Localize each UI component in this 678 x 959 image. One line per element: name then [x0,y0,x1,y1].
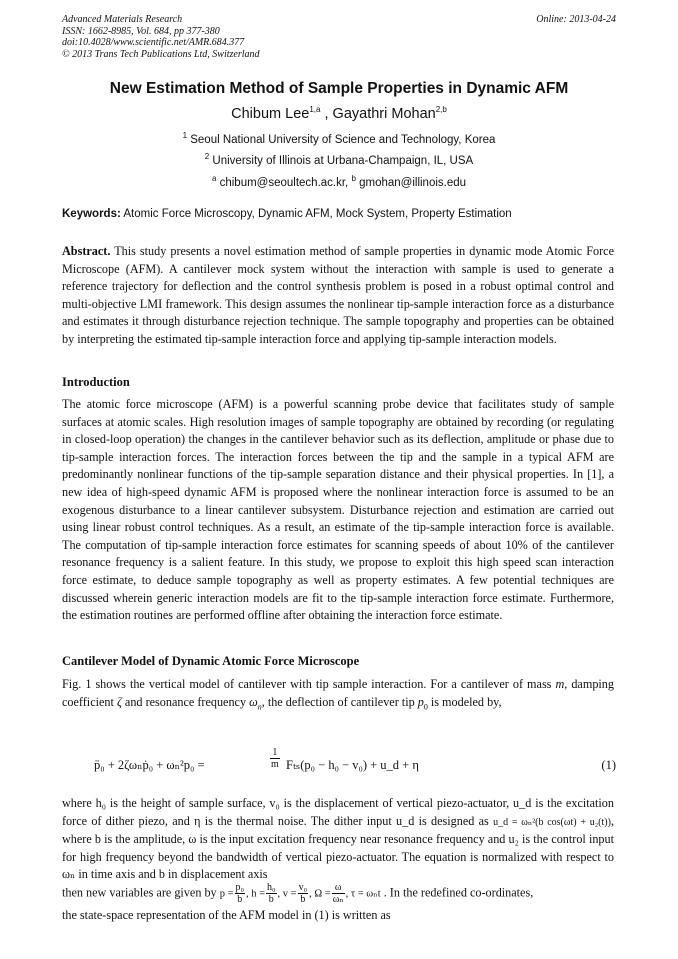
affiliation-text: University of Illinois at Urbana-Champaign, IL, USA [209,154,474,167]
symbol-p0: p [417,694,424,709]
equation-lhs: p̈₀ + 2ζωₙṗ₀ + ωₙ²p₀ = [94,758,205,772]
fraction-denominator: b [300,894,306,905]
text-run: Fig. 1 shows the vertical model of cantilever with tip sample interaction. For a cantilever of mass [62,677,556,691]
inline-math: , τ = ωₙt [345,888,381,900]
author-line [40,105,638,122]
equation-rhs: Fₜₛ(p₀ − h₀ − v₀) + u_d + η [286,758,419,772]
fraction-numerator: h₀ [267,882,276,893]
inline-math: , v = [277,888,297,900]
symbol-zeta: ζ [116,694,122,709]
email-text: gmohan@illinois.edu [355,176,467,189]
section-heading-cantilever-model: Cantilever Model of Dynamic Atomic Force Microscope [62,654,360,668]
normalization-line [62,882,614,925]
fraction-numerator: 1 [270,747,280,759]
author-superscript: 2,b [435,105,447,114]
inline-math: , h = [246,888,266,900]
fraction-numerator: v₀ [298,882,308,893]
keywords-label: Keywords: [62,208,121,220]
keywords [62,208,512,220]
issn-line: ISSN: 1662-8985, Vol. 684, pp 377-380 [62,25,220,37]
doi-line: doi:10.4028/www.scientific.net/AMR.684.377 [62,37,245,48]
text-run: is modeled by, [427,694,502,709]
abstract-text: This study presents a novel estimation method of sample properties in dynamic mode Atomic Force Microscope (AFM). A cantilever mock system without the interaction with sample is used to generate a reference trajectory for deflection and the control synthesis problem is posed in a robust optimal control and multi-objective LMI framework. This design assumes the nonlinear tip-sample interaction force as a disturbance and estimates it through disturbance rejection technique. The sample topography and properties can be obtained by interpreting the estimated tip-sample interaction force and applying tip-sample interaction models. [62,244,614,346]
symbol-m: m [555,677,565,691]
affiliation-marker: 1 [182,131,188,140]
affiliation-text: Seoul National University of Science and Technology, Korea [187,133,496,146]
author-separator: , [320,105,333,122]
author-superscript: 1,a [309,105,321,114]
text-run: then new variables are given by [62,885,220,900]
model-paragraph: Fig. 1 shows the vertical model of cantilever with tip sample interaction. For a cantilever of mass m, damping coefficient ζ and resonance frequency $\omega_n$, the deflection of cantilever tip $p_0$ is modeled by, [62,677,614,712]
abstract [62,243,614,349]
fraction-numerator: p₀ [235,882,244,893]
email-line [40,174,638,189]
text-run: . In the redefined co-ordinates, [380,885,534,900]
email-marker: a [211,174,217,183]
copyright-line: © 2013 Trans Tech Publications Ltd, Switzerland [62,48,260,60]
model-paragraph-2 [62,795,614,884]
journal-name: Advanced Materials Research [62,14,183,25]
fraction-denominator: b [268,894,274,905]
abstract-label: Abstract. [62,244,111,258]
inline-equation: u_d = ωₙ²(b cos(ωt) + u₂(t)) [493,816,611,828]
keywords-text: Atomic Force Microscopy, Dynamic AFM, Mock System, Property Estimation [120,208,512,220]
inline-math: , Ω = [309,888,331,900]
journal-header [62,14,260,60]
paper-title: New Estimation Method of Sample Properties in Dynamic AFM [109,80,569,97]
text-run: where h₀ is the height of sample surface, v₀ is the displacement of vertical piezo-actuator, u_d is the excitation force of dither piezo, and η is the thermal noise. The dither input u_d is designed as [62,796,614,828]
text-run: the state-space representation of the AFM model in (1) is written as [62,908,391,922]
text-run: , where b is the amplitude, ω is the input excitation frequency near resonance frequency and u₂ is the control input for high frequency beyond the bandwidth of vertical piezo-actuator. The equation is normalized with respect to ωₙ in time axis and b in displacement axis [62,813,615,882]
author-name: Chibum Lee [231,105,310,122]
online-date: Online: 2013-04-24 [536,14,616,25]
email-text: chibum@seoultech.ac.kr, [216,176,352,189]
introduction-text: The atomic force microscope (AFM) is a powerful scanning probe device that facilitates study of sample surfaces at atomic scales. High resolution images of sample topography are obtained by recording (or regulating in closed-loop operation) the changes in the cantilever behavior such as its deflection, amplitude or phase due to tip-sample interaction forces. The interaction forces between the tip and the sample in a typical AFM are predominantly nonlinear functions of the tip-sample separation distance and their physical properties. In [1], a new idea of high-speed dynamic AFM is proposed where the nonlinear interaction force is assumed to be an exogenous disturbance to a linear cantilever subsystem. Disturbance rejection and estimation are carried out using linear robust control techniques. As a result, an estimate of the tip-sample interaction force is available. The computation of tip-sample interaction force estimates for scanning speeds of about 10% of the cantilever resonance frequency is a salient feature. In this study, we propose to exploit this high speed scan interaction force estimate, to deduce sample topography as well as property estimates. A few potential techniques are discussed wherein generic interaction models are fit to the tip-sample interaction force estimate. Furthermore, the estimation routines are performed offline after obtaining the interaction force estimate. [62,397,614,623]
author-name: Gayathri Mohan [332,105,436,122]
symbol-omega: ω [249,694,258,709]
text-run: and resonance frequency [121,694,250,709]
equation-1 [94,747,614,787]
equation-number: (1) [601,758,616,772]
section-heading-introduction: Introduction [62,375,130,389]
affiliation-1 [40,131,638,146]
fraction-denominator: ωₙ [332,894,344,905]
affiliation-marker: 2 [204,152,210,161]
equation-fraction [270,747,280,770]
fraction-denominator: m [271,759,279,770]
text-run: , the deflection of cantilever tip [261,694,418,709]
fraction-denominator: b [237,894,243,905]
affiliation-2 [40,152,638,167]
fraction-numerator: ω [332,882,345,894]
inline-math: p = [219,888,234,900]
email-marker: b [351,174,356,183]
text-run: , damping coefficient [62,677,614,709]
